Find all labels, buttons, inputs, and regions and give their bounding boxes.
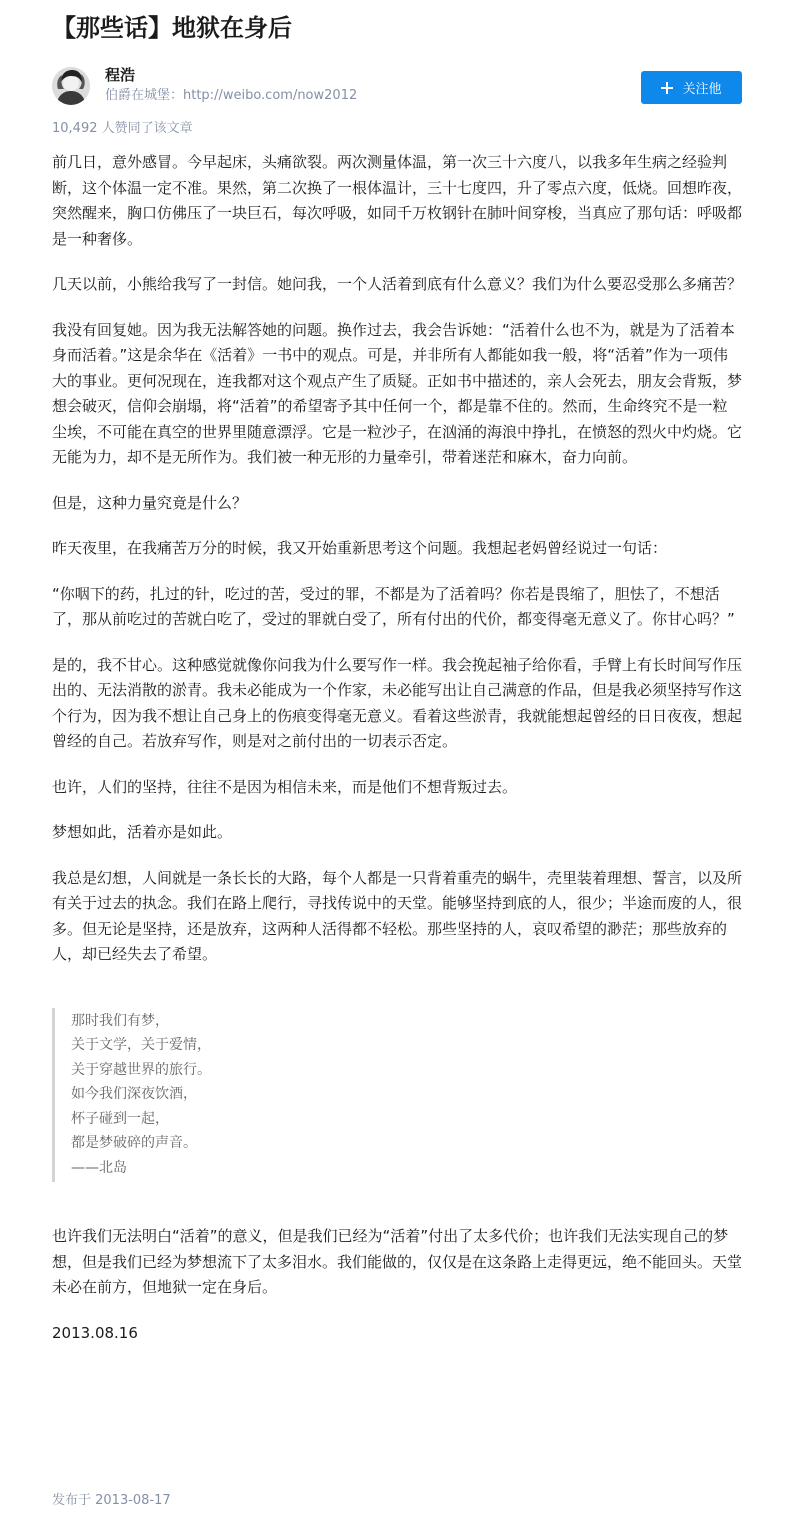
quote-attribution: ——北岛 bbox=[71, 1159, 127, 1176]
article-body bbox=[52, 150, 742, 1366]
quote-line: 都是梦破碎的声音。 bbox=[71, 1135, 197, 1151]
paragraph: 我总是幻想，人间就是一条长长的大路，每个人都是一只背着重壳的蜗牛，壳里装着理想、誓言，以及所有关于过去的执念。我们在路上爬行，寻找传说中的天堂。能够坚持到底的人，很少；半途而废的人，很多。但无论是坚持，还是放弃，这两种人活得都不轻松。那些坚持的人，哀叹希望的渺茫；那些放弃的人，却已经失去了希望。 bbox=[52, 868, 743, 963]
author-info bbox=[52, 66, 742, 108]
avatar-image bbox=[52, 67, 90, 105]
signature-date: 2013.08.16 bbox=[52, 1323, 138, 1342]
quote-line: 杯子碰到一起， bbox=[71, 1110, 169, 1127]
paragraph: 是的，我不甘心。这种感觉就像你问我为什么要写作一样。我会挽起袖子给你看，手臂上有长时间写作压出的、无法消散的淤青。我未必能成为一个作家，未必能写出让自己满意的作品，但是我必须坚持写作这个行为，因为我不想让自己身上的伤痕变得毫无意义。看着这些淤青，我就能想起曾经的日日夜夜，想起曾经的自己。若放弃写作，则是对之前付出的一切表示否定。 bbox=[52, 655, 743, 750]
paragraph: 也许，人们的坚持，往往不是因为相信未来，而是他们不想背叛过去。 bbox=[52, 777, 518, 796]
paragraph: 几天以前，小熊给我写了一封信。她问我，一个人活着到底有什么意义？我们为什么要忍受那么多痛苦？ bbox=[52, 275, 743, 293]
paragraph: “你咽下的药，扎过的针，吃过的苦，受过的罪，不都是为了活着吗？你若是畏缩了，胆怯了，不想活了，那从前吃过的苦就白吃了，受过的罪就白受了，所有付出的代价，都变得毫无意义了。你甘心吗？” bbox=[52, 584, 735, 628]
quote-line: 关于文学，关于爱情， bbox=[71, 1037, 211, 1053]
quote-line: 关于穿越世界的旅行。 bbox=[71, 1061, 211, 1078]
paragraph: 梦想如此，活着亦是如此。 bbox=[52, 823, 233, 841]
paragraph: 昨天夜里，在我痛苦万分的时候，我又开始重新思考这个问题。我想起老妈曾经说过一句话： bbox=[52, 539, 668, 557]
paragraph: 但是，这种力量究竟是什么？ bbox=[52, 493, 248, 512]
paragraph: 前几日，意外感冒。今早起床，头痛欲裂。两次测量体温，第一次三十六度八，以我多年生病之经验判断，这个体温一定不准。果然，第二次换了一根体温计，三十七度四，升了零点六度，低烧。回想昨夜，突然醒来，胸口仿佛压了一块巨石，每次呼吸，如同千万枚钢针在肺叶间穿梭，当真应了那句话：呼吸都是一种奢侈。 bbox=[52, 153, 743, 248]
author-bio: 伯爵在城堡：http://weibo.com/now2012 bbox=[105, 88, 358, 103]
quote-line: 如今我们深夜饮酒， bbox=[71, 1086, 197, 1102]
author-name[interactable]: 程浩 bbox=[105, 66, 136, 84]
plus-icon bbox=[661, 82, 673, 94]
avatar[interactable] bbox=[52, 67, 90, 105]
quote-line: 那时我们有梦， bbox=[71, 1012, 169, 1029]
like-count[interactable]: 10,492 人赞同了该文章 bbox=[52, 121, 193, 136]
closing-paragraph: 也许我们无法明白“活着”的意义，但是我们已经为“活着”付出了太多代价；也许我们无法实现自己的梦想，但是我们已经为梦想流下了太多泪水。我们能做的，仅仅是在这条路上走得更远，绝不能回头。天堂未必在前方，但地狱一定在身后。 bbox=[52, 1227, 743, 1296]
follow-button[interactable] bbox=[641, 71, 742, 104]
poem-blockquote bbox=[52, 1008, 742, 1183]
article-title: 【那些话】地狱在身后 bbox=[52, 14, 292, 42]
follow-button-label: 关注他 bbox=[682, 82, 722, 97]
paragraph: 我没有回复她。因为我无法解答她的问题。换作过去，我会告诉她：“活着什么也不为，就是为了活着本身而活着。”这是余华在《活着》一书中的观点。可是，并非所有人都能如我一般，将“活着”作为一项伟大的事业。更何况现在，连我都对这个观点产生了质疑。正如书中描述的，亲人会死去，朋友会背叛，梦想会破灭，信仰会崩塌，将“活着”的希望寄予其中任何一个，都是靠不住的。然而，生命终究不是一粒尘埃，不可能在真空的世界里随意漂浮。它是一粒沙子，在汹涌的海浪中挣扎，在愤怒的烈火中灼烧。它无能为力，却不是无所作为。我们被一种无形的力量牵引，带着迷茫和麻木，奋力向前。 bbox=[52, 320, 743, 466]
publish-date: 发布于 2013-08-17 bbox=[52, 1493, 171, 1508]
